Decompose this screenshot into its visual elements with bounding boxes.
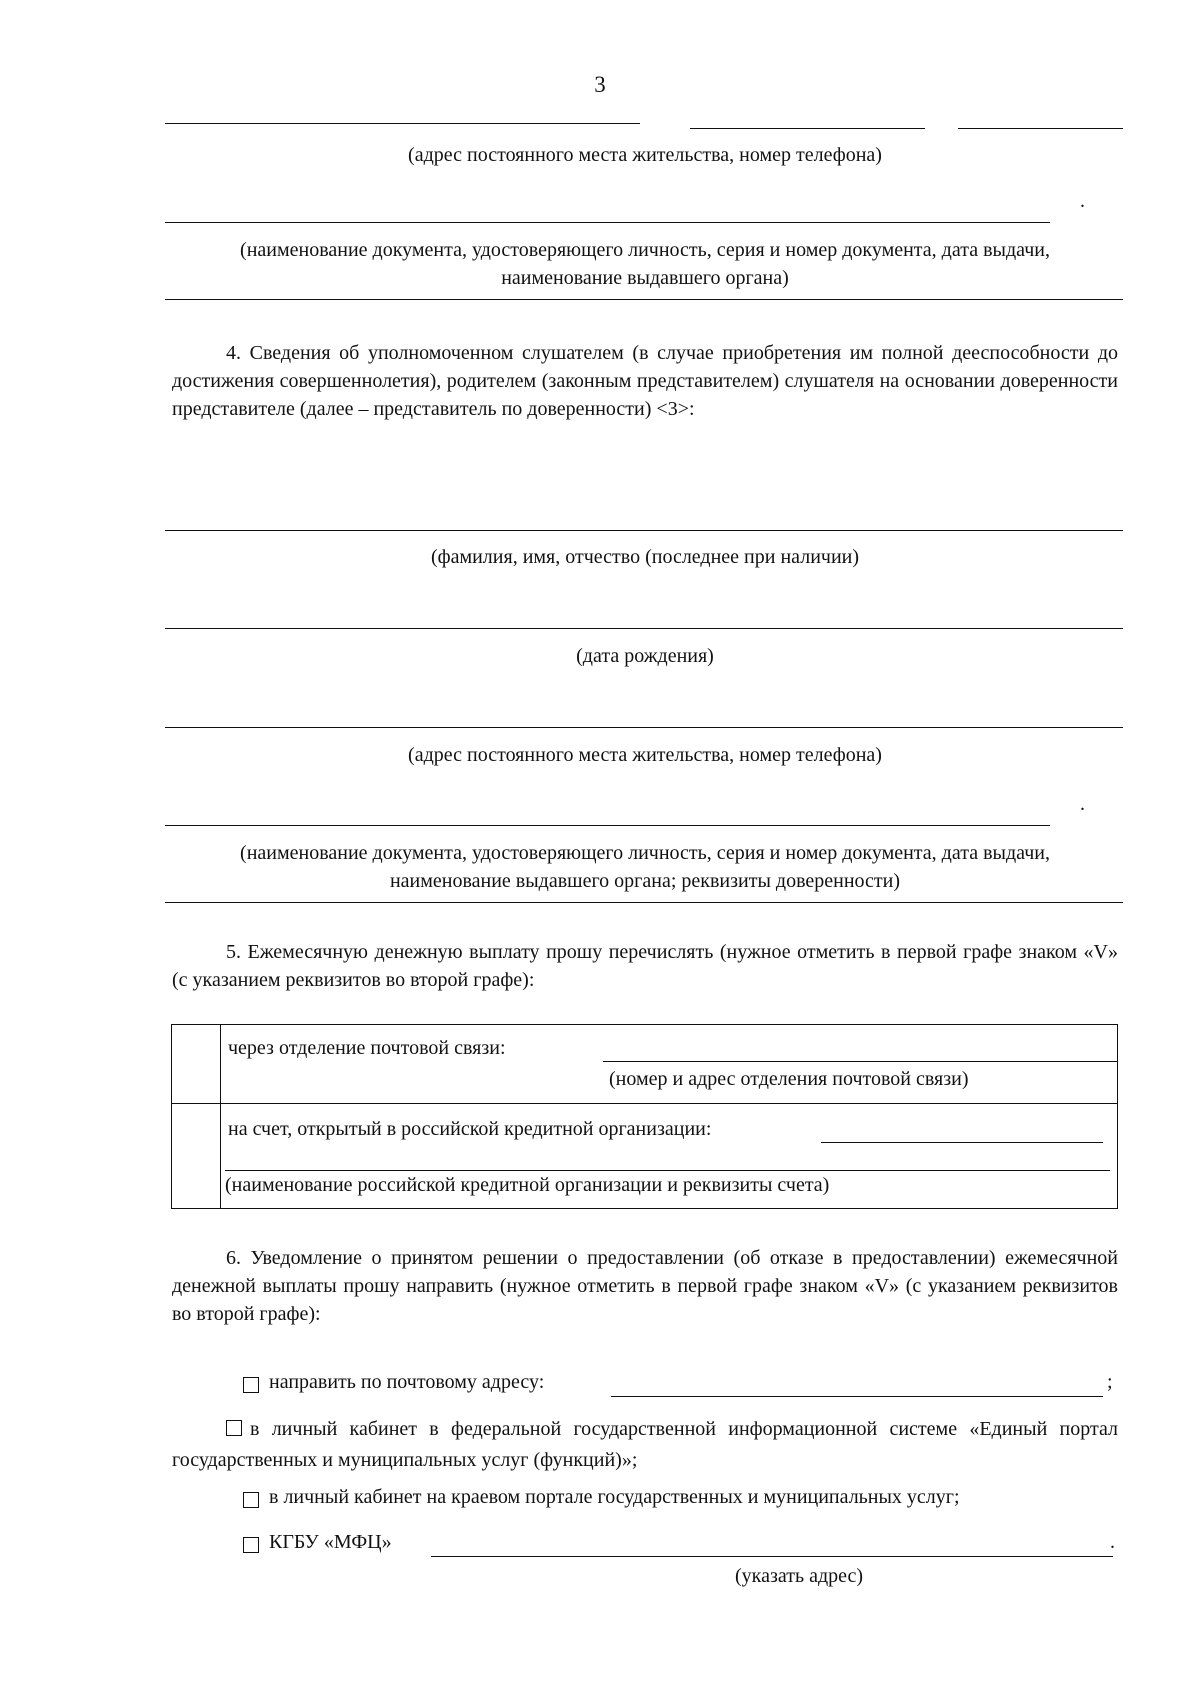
checkbox-icon[interactable]: [243, 1537, 259, 1553]
address-caption: (адрес постоянного места жительства, номер телефона): [408, 744, 882, 766]
option-end: ;: [1107, 1371, 1113, 1393]
fill-line: [165, 530, 1123, 531]
page-number: 3: [594, 72, 606, 97]
fill-line: [690, 128, 925, 129]
option-gosuslugi[interactable]: [172, 1414, 1118, 1476]
checkbox-icon[interactable]: [243, 1492, 259, 1508]
address-hint-caption: (указать адрес): [735, 1565, 864, 1587]
address-caption: (адрес постоянного места жительства, номер телефона): [408, 144, 882, 166]
post-office-caption: (номер и адрес отделения почтовой связи): [609, 1068, 969, 1090]
table-row: [172, 1104, 1118, 1209]
document-caption: (наименование документа, удостоверяющего личность, серия и номер документа, дата выдачи, наименование выдавшего органа): [240, 239, 1050, 289]
fill-line: [165, 825, 1050, 826]
option-end: .: [1110, 1531, 1115, 1553]
checkbox-icon[interactable]: [243, 1377, 259, 1393]
mark-cell-bank[interactable]: [172, 1104, 221, 1209]
document-caption: (наименование документа, удостоверяющего личность, серия и номер документа, дата выдачи, наименование выдавшего органа; реквизиты доверенности): [240, 842, 1050, 892]
section-4-text: 4. Сведения об уполномоченном слушателем (в случае приобретения им полной дееспособности до достижения совершеннолетия), родителем (законным представителем) слушателя на основании доверенности представителе (далее – представитель по доверенности) <3>:: [172, 342, 1118, 420]
fio-caption: (фамилия, имя, отчество (последнее при наличии): [430, 546, 860, 568]
option-label: в личный кабинет на краевом портале государственных и муниципальных услуг;: [269, 1486, 960, 1508]
option-label: направить по почтовому адресу:: [269, 1371, 545, 1393]
mfc-address-field[interactable]: [431, 1556, 1113, 1557]
table-row: [172, 1025, 1118, 1104]
mark-cell-post[interactable]: [172, 1025, 221, 1104]
bank-details-field[interactable]: [225, 1170, 1110, 1171]
fill-line: [165, 727, 1123, 728]
details-cell-bank: [221, 1104, 1118, 1209]
section-6-text: 6. Уведомление о принятом решении о предоставлении (об отказе в предоставлении) ежемесячной денежной выплаты прошу направить (нужное отметить в первой графе знаком «V» (с указанием реквизитов во второй графе):: [172, 1247, 1118, 1325]
checkbox-icon[interactable]: [226, 1420, 242, 1436]
bank-account-label: на счет, открытый в российской кредитной организации:: [228, 1118, 712, 1140]
fill-line: [165, 628, 1123, 629]
option-postal-address[interactable]: [243, 1371, 1118, 1401]
line-end-dot: .: [1080, 793, 1085, 815]
postal-address-field[interactable]: [611, 1396, 1103, 1397]
fill-line: [165, 902, 1123, 903]
payment-method-table: [171, 1024, 1118, 1209]
bank-account-field[interactable]: [821, 1142, 1103, 1143]
post-office-label: через отделение почтовой связи:: [228, 1037, 506, 1059]
fill-line: [165, 222, 1050, 223]
line-end-dot: .: [1080, 190, 1085, 212]
post-office-field[interactable]: [603, 1061, 1118, 1062]
fill-line: [958, 128, 1123, 129]
bank-caption: (наименование российской кредитной организации и реквизиты счета): [225, 1174, 830, 1196]
option-label: КГБУ «МФЦ»: [269, 1531, 392, 1553]
fill-line: [165, 123, 640, 124]
details-cell-post: [221, 1025, 1118, 1104]
section-5-text: 5. Ежемесячную денежную выплату прошу перечислять (нужное отметить в первой графе знаком «V» (с указанием реквизитов во второй графе):: [172, 941, 1118, 991]
option-mfc[interactable]: [243, 1531, 1118, 1561]
fill-line: [165, 299, 1123, 300]
option-label: в личный кабинет в федеральной государственной информационной системе «Единый портал государственных и муниципальных услуг (функций)»;: [172, 1418, 1118, 1471]
option-regional-portal[interactable]: [243, 1486, 1123, 1516]
birth-date-caption: (дата рождения): [576, 645, 714, 667]
